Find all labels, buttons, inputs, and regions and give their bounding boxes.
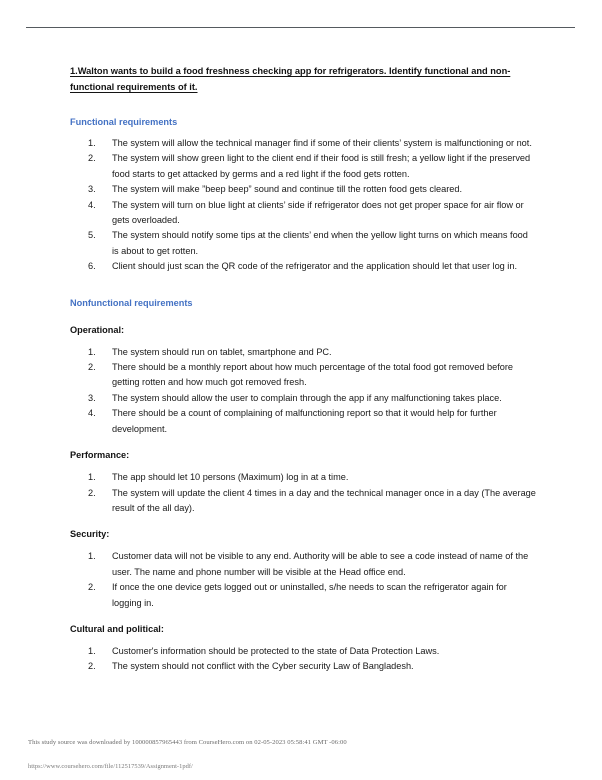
list-item [70,182,536,197]
spacer [70,337,536,345]
list-item-number: 2. [88,661,96,672]
spacer [70,636,536,644]
list-item-number: 1. [88,472,96,483]
list-item [70,470,536,485]
list-item-number: 5. [88,230,96,241]
spacer [70,611,536,623]
requirements-list [70,345,536,437]
list-item-text: The app should let 10 persons (Maximum) log in at a time. [112,472,349,483]
list-item-number: 6. [88,261,96,272]
list-item-number: 4. [88,199,96,210]
spacer [70,541,536,549]
coursehero-watermark: This study source was downloaded by 100000857965443 from CourseHero.com on 02-05-2023 05:58:41 GMT -06:00 [28,739,347,746]
requirements-list [70,549,536,611]
list-item-text: The system should run on tablet, smartphone and PC. [112,346,332,357]
list-item [70,228,536,259]
list-item-text: Customer's information should be protected to the state of Data Protection Laws. [112,645,440,656]
list-item-number: 3. [88,184,96,195]
list-item [70,198,536,229]
spacer [70,95,536,116]
list-item-number: 4. [88,408,96,419]
list-item [70,391,536,406]
list-item [70,345,536,360]
list-item-number: 1. [88,138,96,148]
spacer [70,275,536,297]
subsection-heading: Security: [70,529,110,540]
list-item-text: There should be a count of complaining of malfunctioning report so that it would help for further development. [112,408,497,434]
list-item [70,549,536,580]
list-item-text: Client should just scan the QR code of the refrigerator and the application should let that user log in. [112,261,517,272]
spacer [70,437,536,449]
list-item [70,151,536,182]
list-item-text: The system will update the client 4 times in a day and the technical manager once in a day (The average result of the all day). [112,487,536,513]
section-heading-nonfunctional: Nonfunctional requirements [70,297,193,308]
section-heading-functional: Functional requirements [70,117,178,127]
nonfunctional-groups [70,324,536,675]
header-divider [26,27,575,28]
list-item-text: The system will make ”beep beep” sound and continue till the rotten food gets cleared. [112,184,462,195]
subsection-heading: Cultural and political: [70,623,164,634]
list-item-text: The system should notify some tips at the clients’ end when the yellow light turns on which means food is about to get rotten. [112,230,528,256]
list-item-number: 3. [88,392,96,403]
list-item-number: 2. [88,582,96,593]
requirements-list [70,470,536,516]
spacer [70,516,536,528]
document-body [70,64,536,675]
list-item-text: There should be a monthly report about how much percentage of the total food got removed before getting rotten and how much got removed fresh. [112,362,513,388]
list-item-number: 1. [88,551,96,562]
subsection-heading: Performance: [70,450,130,461]
list-item-number: 2. [88,153,96,164]
list-item [70,659,536,674]
list-item-text: If once the one device gets logged out or uninstalled, s/he needs to scan the refrigerator again for logging in. [112,582,507,608]
list-item [70,580,536,611]
spacer [70,462,536,470]
spacer [70,310,536,324]
list-item [70,360,536,391]
requirements-list [70,644,536,675]
list-item-text: The system will allow the technical manager find if some of their clients’ system is malfunctioning or not. [112,138,532,148]
list-item-text: The system will show green light to the client end if their food is still fresh; a yellow light if the preserved food starts to get attacked by germs and a red light if the food gets rotten. [112,153,531,179]
list-item [70,644,536,659]
list-item-text: The system should allow the user to complain through the app if any malfunctioning takes place. [112,392,502,403]
list-item [70,259,536,274]
list-item [70,136,536,151]
list-item-text: Customer data will not be visible to any end. Authority will be able to see a code instead of name of the user. The name and phone number will be visible at the Head office end. [112,551,529,577]
subsection-heading: Operational: [70,324,125,335]
coursehero-source-url: https://www.coursehero.com/file/112517539/Assignment-1pdf/ [28,763,193,770]
list-item-number: 1. [88,645,96,656]
list-item [70,486,536,517]
list-item-text: The system should not conflict with the Cyber security Law of Bangladesh. [112,661,414,672]
list-item [70,406,536,437]
list-item-text: The system will turn on blue light at clients’ side if refrigerator does not get proper space for air flow or gets overloaded. [112,199,524,226]
list-item-number: 2. [88,362,96,373]
list-item-number: 1. [88,346,96,357]
spacer [70,129,536,136]
functional-requirements-list [70,136,536,275]
list-item-number: 2. [88,487,96,498]
page-title: 1.Walton wants to build a food freshness checking app for refrigerators. Identify functional and non-functional requirements of it. [70,66,511,92]
